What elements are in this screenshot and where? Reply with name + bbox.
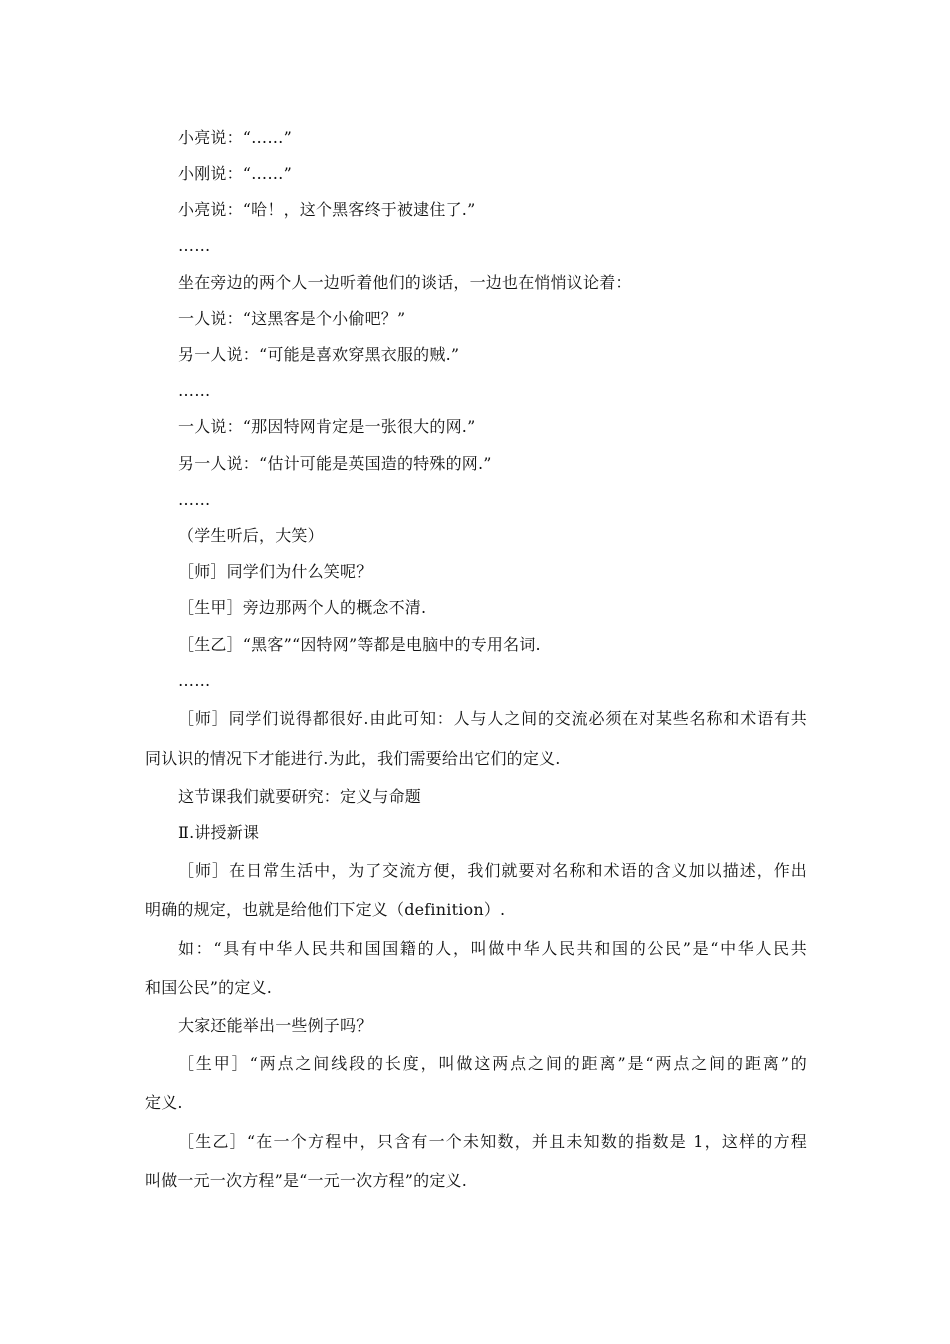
- dialogue-line: 小亮说：“哈！，这个黑客终于被逮住了.”: [178, 200, 476, 219]
- prompt-line: 大家还能举出一些例子吗？: [178, 1016, 373, 1035]
- example-paragraph-line: 和国公民”的定义.: [145, 978, 273, 997]
- dialogue-line: 一人说：“这黑客是个小偷吧？”: [178, 309, 406, 328]
- teacher-paragraph-line: ［师］同学们说得都很好.由此可知：人与人之间的交流必须在对某些名称和术语有共: [178, 709, 807, 728]
- dialogue-line: 一人说：“那因特网肯定是一张很大的网.”: [178, 417, 476, 436]
- student-line: ［生乙］“黑客”“因特网”等都是电脑中的专用名词.: [178, 635, 541, 654]
- teacher-paragraph-line: ［师］在日常生活中，为了交流方便，我们就要对名称和术语的含义加以描述，作出: [178, 861, 807, 880]
- ellipsis-line: ……: [178, 490, 211, 509]
- dialogue-line: 小亮说：“……”: [178, 128, 292, 147]
- student-line: ［生甲］旁边那两个人的概念不清.: [178, 598, 427, 617]
- student-paragraph-line: ［生甲］“两点之间线段的长度，叫做这两点之间的距离”是“两点之间的距离”的: [178, 1054, 807, 1073]
- student-paragraph-line: ［生乙］“在一个方程中，只含有一个未知数，并且未知数的指数是 1，这样的方程: [178, 1132, 807, 1151]
- dialogue-line: 小刚说：“……”: [178, 164, 292, 183]
- lesson-topic-line: 这节课我们就要研究：定义与命题: [178, 787, 422, 806]
- stage-direction-line: （学生听后，大笑）: [178, 526, 324, 545]
- student-paragraph-line: 叫做一元一次方程”是“一元一次方程”的定义.: [145, 1171, 468, 1190]
- narrative-line: 坐在旁边的两个人一边听着他们的谈话，一边也在悄悄议论着：: [178, 273, 632, 292]
- teacher-line: ［师］同学们为什么笑呢？: [178, 562, 373, 581]
- section-heading: Ⅱ.讲授新课: [178, 823, 260, 842]
- example-paragraph-line: 如：“具有中华人民共和国国籍的人，叫做中华人民共和国的公民”是“中华人民共: [178, 939, 807, 958]
- dialogue-line: 另一人说：“估计可能是英国造的特殊的网.”: [178, 454, 492, 473]
- ellipsis-line: ……: [178, 381, 211, 400]
- ellipsis-line: ……: [178, 671, 211, 690]
- teacher-paragraph-line: 同认识的情况下才能进行.为此，我们需要给出它们的定义.: [145, 749, 561, 768]
- teacher-paragraph-line: 明确的规定，也就是给他们下定义（definition）.: [145, 900, 506, 919]
- dialogue-line: 另一人说：“可能是喜欢穿黑衣服的贼.”: [178, 345, 460, 364]
- student-paragraph-line: 定义.: [145, 1093, 183, 1112]
- ellipsis-line: ……: [178, 236, 211, 255]
